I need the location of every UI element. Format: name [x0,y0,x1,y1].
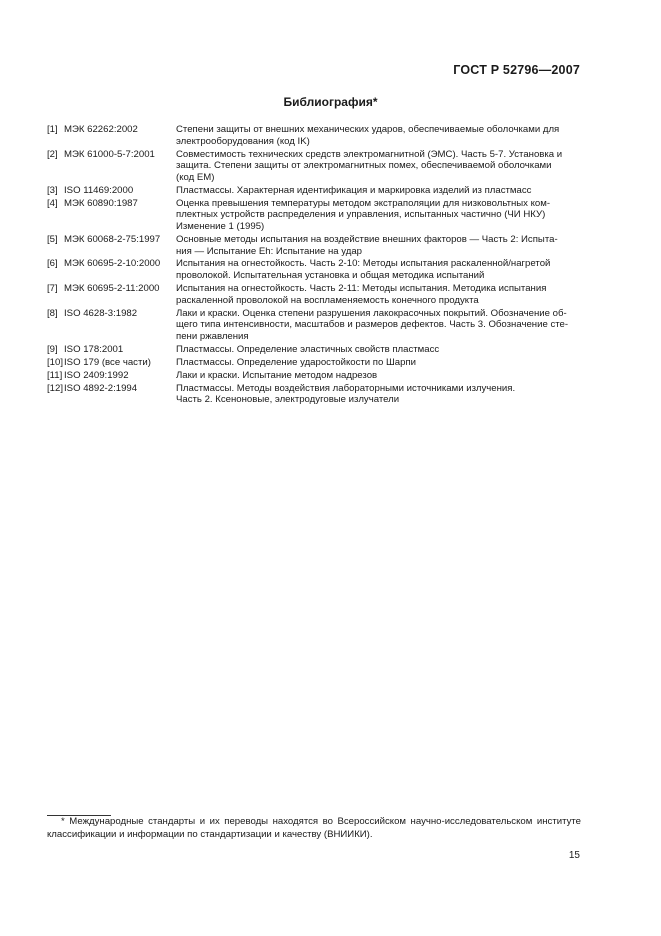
entry-description [176,258,581,281]
entry-standard-code: МЭК 60695-2-11:2000 [64,283,160,295]
entry-description [176,283,581,306]
entry-description-line: Пластмассы. Характерная идентификация и маркировка изделий из пластмасс [176,184,532,196]
entry-standard-code: МЭК 60890:1987 [64,197,138,209]
bibliography-entry [47,344,581,356]
bibliography-entry [47,258,581,281]
entry-number: [4] [47,197,58,209]
entry-standard-code: ISO 4628-3:1982 [64,307,138,319]
footnote: * Международные стандарты и их переводы находятся во Всероссийском научно-исследовательском институте классификации и информации по стандартизации и качеству (ВНИИКИ). [47,816,581,840]
entry-description [176,370,581,382]
entry-description-line: Лаки и краски. Испытание методом надрезов [176,369,378,381]
entry-description-line: электрооборудования (код IK) [176,135,310,147]
entry-description-line: Пластмассы. Определение ударостойкости по Шарпи [176,356,417,368]
entry-description-line: Испытания на огнестойкость. Часть 2-10: Методы испытания раскаленной/нагретой [176,258,551,270]
entry-description-line: Основные методы испытания на воздействие внешних факторов — Часть 2: Испыта- [176,233,558,245]
entry-standard-code: ISO 179 (все части) [64,356,151,368]
entry-description-line: Часть 2. Ксеноновые, электродуговые излучатели [176,394,400,406]
entry-number: [3] [47,184,58,196]
bibliography-entry [47,234,581,257]
entry-description [176,198,581,233]
entry-number: [6] [47,258,58,270]
entry-description-line: Изменение 1 (1995) [176,220,265,232]
entry-description-line: Лаки и краски. Оценка степени разрушения лакокрасочных покрытий. Обозначение об- [176,307,567,319]
entry-number: [12] [47,382,64,394]
bibliography-entry [47,357,581,369]
entry-description-line: защита. Степени защиты от электромагнитных помех, обеспечиваемой оболочками [176,160,552,172]
entry-description-line: Пластмассы. Определение эластичных свойств пластмасс [176,343,440,355]
entry-number: [7] [47,283,58,295]
entry-standard-code: МЭК 60695-2-10:2000 [64,258,161,270]
bibliography-entry [47,283,581,306]
entry-description [176,383,581,406]
entry-number: [2] [47,148,58,160]
entry-description [176,185,581,197]
entry-description-line: Совместимость технических средств электромагнитной (ЭМС). Часть 5-7. Установка и [176,148,563,160]
bibliography-entry [47,383,581,406]
entry-description-line: плектных устройств распределения и управления, испытанных частично (ЧИ НКУ) [176,209,546,221]
entry-number: [8] [47,307,58,319]
entry-description [176,124,581,147]
bibliography-entry [47,149,581,184]
entry-description-line: Оценка превышения температуры методом экстраполяции для низковольтных ком- [176,197,551,209]
entry-description-line: Испытания на огнестойкость. Часть 2-11: Методы испытания. Методика испытания [176,283,547,295]
page-number: 15 [568,850,580,861]
entry-standard-code: ISO 4892-2:1994 [64,382,138,394]
entry-description [176,344,581,356]
entry-description-line: пени ржавления [176,330,249,342]
entry-description-line: ния — Испытание Eh: Испытание на удар [176,245,363,257]
entry-standard-code: ISO 11469:2000 [64,184,134,196]
entry-standard-code: МЭК 61000-5-7:2001 [64,148,155,160]
entry-standard-code: МЭК 62262:2002 [64,124,138,135]
bibliography-entry [47,124,581,147]
entry-number: [1] [47,124,58,135]
entry-number: [10] [47,356,64,368]
entry-standard-code: ISO 2409:1992 [64,369,129,381]
entry-number: [9] [47,343,58,355]
bibliography-entry [47,308,581,343]
entry-description [176,357,581,369]
bibliography-title: Библиография* [283,95,378,109]
entry-description-line: проволокой. Испытательная установка и общая методика испытаний [176,270,485,282]
entry-description [176,234,581,257]
entry-number: [11] [47,369,63,381]
entry-standard-code: ISO 178:2001 [64,343,124,355]
bibliography-entry [47,370,581,382]
entry-description-line: (код ЕМ) [176,171,215,183]
entry-description [176,149,581,184]
bibliography-list [47,124,581,407]
bibliography-entry [47,185,581,197]
entry-description-line: щего типа интенсивности, масштабов и размеров дефектов. Часть 3. Обозначение сте- [176,319,569,331]
entry-description-line: раскаленной проволокой на воспламеняемость конечного продукта [176,294,479,306]
entry-description-line: Степени защиты от внешних механических ударов, обеспечиваемые оболочками для [176,124,560,135]
entry-standard-code: МЭК 60068-2-75:1997 [64,233,161,245]
entry-description-line: Пластмассы. Методы воздействия лабораторными источниками излучения. [176,382,516,394]
bibliography-entry [47,198,581,233]
standard-designation: ГОСТ Р 52796—2007 [453,63,580,77]
entry-description [176,308,581,343]
entry-number: [5] [47,233,58,245]
